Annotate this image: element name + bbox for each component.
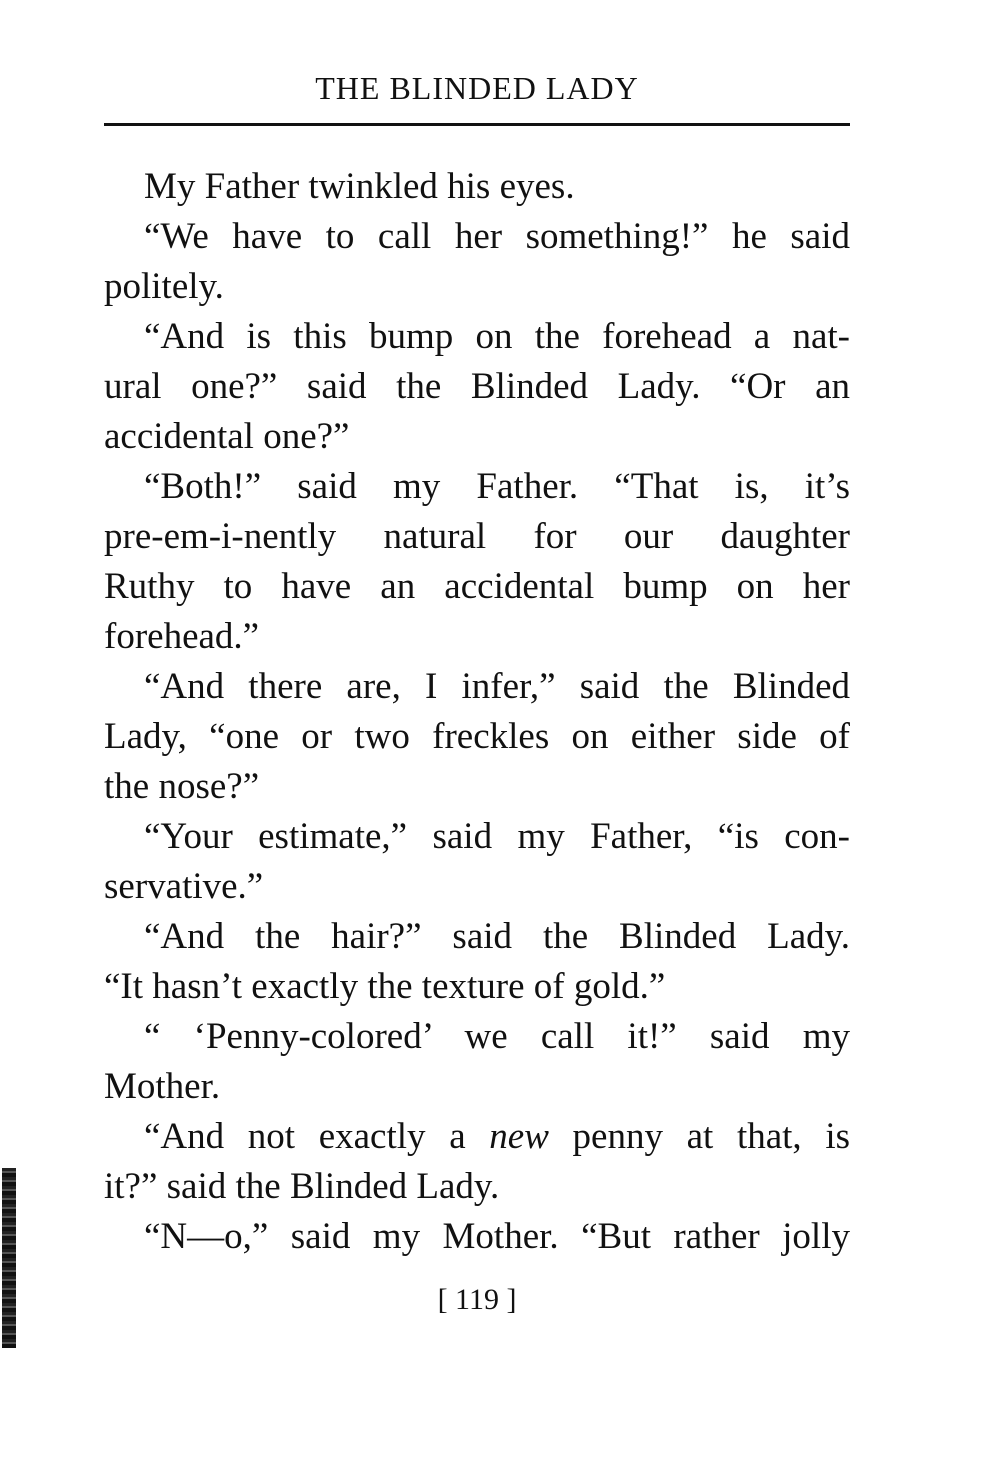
running-head: THE BLINDED LADY [315, 70, 639, 106]
text-line: “It hasn’t exactly the texture of gold.” [104, 966, 666, 1007]
body-text [104, 162, 850, 1262]
text-line: pre-em-i-nently natural for our daughter [104, 516, 850, 557]
text-line: forehead.” [104, 616, 260, 657]
header-rule [104, 123, 850, 126]
text-segment: penny at that, is [548, 1116, 850, 1157]
text-line: accidental one?” [104, 416, 350, 457]
text-line: “Your estimate,” said my Father, “is con- [144, 816, 850, 857]
text-line: My Father twinkled his eyes. [144, 166, 575, 207]
text-line: it?” said the Blinded Lady. [104, 1166, 500, 1207]
text-line: Mother. [104, 1066, 221, 1107]
text-line: Lady, “one or two freckles on either side of [104, 716, 850, 757]
text-line: politely. [104, 266, 224, 307]
emphasized-word: new [489, 1116, 549, 1157]
text-line: “And the hair?” said the Blinded Lady. [144, 916, 850, 957]
text-line: servative.” [104, 866, 264, 907]
text-line: “And there are, I infer,” said the Blinded [144, 666, 850, 707]
text-line: the nose?” [104, 766, 260, 807]
binding-edge-shadow [2, 1168, 16, 1348]
text-line [104, 1112, 850, 1162]
text-line: “ ‘Penny-colored’ we call it!” said my [144, 1016, 850, 1057]
text-line: “Both!” said my Father. “That is, it’s [144, 466, 850, 507]
text-line: “And is this bump on the forehead a nat- [144, 316, 850, 357]
text-segment: “And not exactly a [144, 1116, 490, 1157]
text-line: ural one?” said the Blinded Lady. “Or an [104, 366, 850, 407]
text-line: Ruthy to have an accidental bump on her [104, 566, 850, 607]
text-line: “We have to call her something!” he said [144, 216, 850, 257]
page-number: [ 119 ] [437, 1283, 517, 1316]
text-line: “N—o,” said my Mother. “But rather jolly [144, 1216, 850, 1257]
